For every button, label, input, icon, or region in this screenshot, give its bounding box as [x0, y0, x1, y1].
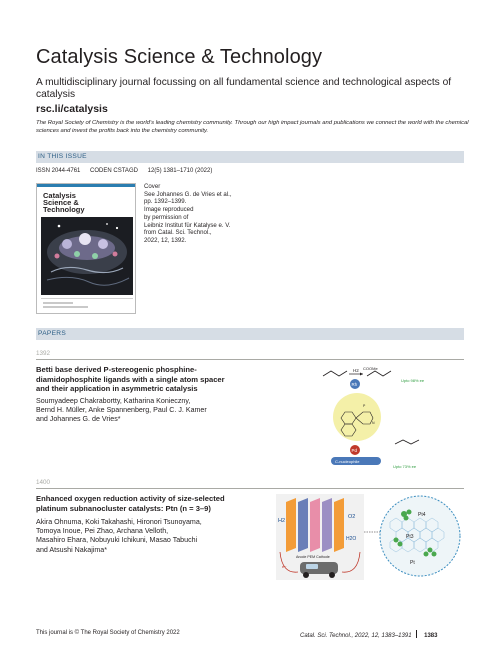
article-divider — [36, 488, 464, 489]
footer-divider — [416, 630, 417, 638]
cover-caption-line: 2022, 12, 1392. — [144, 236, 187, 244]
cover-caption-line: pp. 1392–1399. — [144, 198, 187, 206]
cover-title-line1: Catalysis — [43, 191, 76, 200]
footer-page-number: 1383 — [424, 633, 438, 639]
issue-info: 12(5) 1381–1710 (2022) — [147, 168, 213, 174]
fuel-cell-electron: e− — [282, 564, 287, 569]
article-authors — [36, 518, 286, 555]
article-title-line: Enhanced oxygen reduction activity of size-selected — [36, 494, 225, 503]
issn-line — [36, 168, 220, 174]
cluster-label-ptn: Pt — [410, 560, 415, 566]
journal-tagline: A multidisciplinary journal focussing on all fundamental science and technological aspects of catalysis — [36, 77, 452, 101]
fuel-cell-pem-label: Anode PEM Cathode — [296, 555, 330, 559]
article-title[interactable] — [36, 365, 276, 394]
coden: CODEN CSTAGD — [90, 168, 138, 174]
journal-link[interactable]: rsc.li/catalysis — [36, 103, 108, 115]
footer-copyright: This journal is © The Royal Society of Chemistry 2022 — [36, 630, 180, 636]
cover-caption — [144, 183, 259, 245]
issn: ISSN 2044-4761 — [36, 168, 81, 174]
article-title-line: diamidophosphite ligands with a single atom spacer — [36, 374, 225, 384]
scheme-label-pd: Pd — [351, 448, 358, 453]
graphical-abstract-ligand — [305, 362, 455, 472]
scheme-label-h2: H2 — [353, 368, 359, 373]
graphical-abstract-fuel-cell — [272, 492, 464, 582]
scheme-label-ee-top: Upto 98% ee — [401, 378, 425, 383]
cover-image — [36, 183, 136, 314]
svg-text:N: N — [372, 421, 375, 425]
cover-caption-line: by permission of — [144, 213, 189, 221]
svg-text:P: P — [363, 404, 366, 408]
ligand-scheme — [305, 362, 455, 472]
cluster-label-pt3: Pt3 — [406, 534, 414, 540]
article-divider — [36, 359, 464, 360]
author-line: Akira Ohnuma, Koki Takahashi, Hironori Tsunoyama, — [36, 518, 202, 526]
in-this-issue-heading: IN THIS ISSUE — [36, 151, 464, 163]
scheme-label-coome: COOMe — [363, 366, 378, 371]
scheme-label-rh: Rh — [351, 382, 358, 387]
author-line: and Johannes G. de Vries* — [36, 415, 121, 424]
cover-title-line3: Technology — [43, 205, 85, 214]
fuel-cell-o2: O2 — [348, 514, 356, 520]
scheme-label-nucleophile: C-nucleophile — [335, 459, 360, 464]
cluster-label-pt4: Pt4 — [418, 512, 426, 518]
fuel-cell-h2o: H2O — [346, 536, 357, 542]
rsc-statement: The Royal Society of Chemistry is the world’s leading chemistry community. Through our high impact journals and publications we connect the world with the chemical sciences and invest the profits back into the chemistry community. — [36, 120, 469, 134]
article-title-line: and their application in asymmetric catalysis — [36, 384, 198, 394]
author-line: Masahiro Ehara, Nobuyuki Ichikuni, Masao Tabuchi — [36, 536, 198, 545]
footer-citation: Catal. Sci. Technol., 2022, 12, 1383–1391 — [300, 633, 412, 639]
cover-title-line2: Science & — [43, 198, 79, 207]
papers-heading: PAPERS — [36, 328, 464, 340]
author-line: and Atsushi Nakajima* — [36, 545, 107, 554]
article-title-line: Betti base derived P-stereogenic phosphine- — [36, 365, 197, 374]
article-title[interactable] — [36, 494, 276, 513]
cover-artwork — [37, 184, 136, 314]
footer-citation-block — [300, 630, 437, 639]
scheme-label-ee-bottom: Upto 73% ee — [393, 464, 417, 469]
article-page-number: 1392 — [36, 350, 51, 357]
cover-caption-line: See Johannes G. de Vries et al., — [144, 190, 232, 198]
cover-caption-line: Image reproduced — [144, 206, 194, 214]
fuel-cell-scheme — [272, 492, 464, 582]
journal-title: Catalysis Science & Technology — [36, 46, 323, 68]
article-title-line: platinum subnanocluster catalysts: Ptn (n = 3–9) — [36, 503, 211, 513]
cover-caption-line: from Catal. Sci. Technol., — [144, 229, 212, 237]
cover-caption-title: Cover — [144, 183, 161, 190]
article-page-number: 1400 — [36, 479, 51, 486]
cover-caption-line: Leibniz Institut für Katalyse e. V. — [144, 221, 231, 229]
fuel-cell-h2: H2 — [278, 518, 286, 524]
author-line: Tomoya Inoue, Pei Zhao, Archana Velloth, — [36, 527, 169, 536]
author-line: Bernd H. Müller, Anke Spannenberg, Paul C. J. Kamer — [36, 406, 207, 415]
article-authors — [36, 397, 286, 425]
author-line: Soumyadeep Chakrabortty, Katharina Konieczny, — [36, 397, 191, 405]
